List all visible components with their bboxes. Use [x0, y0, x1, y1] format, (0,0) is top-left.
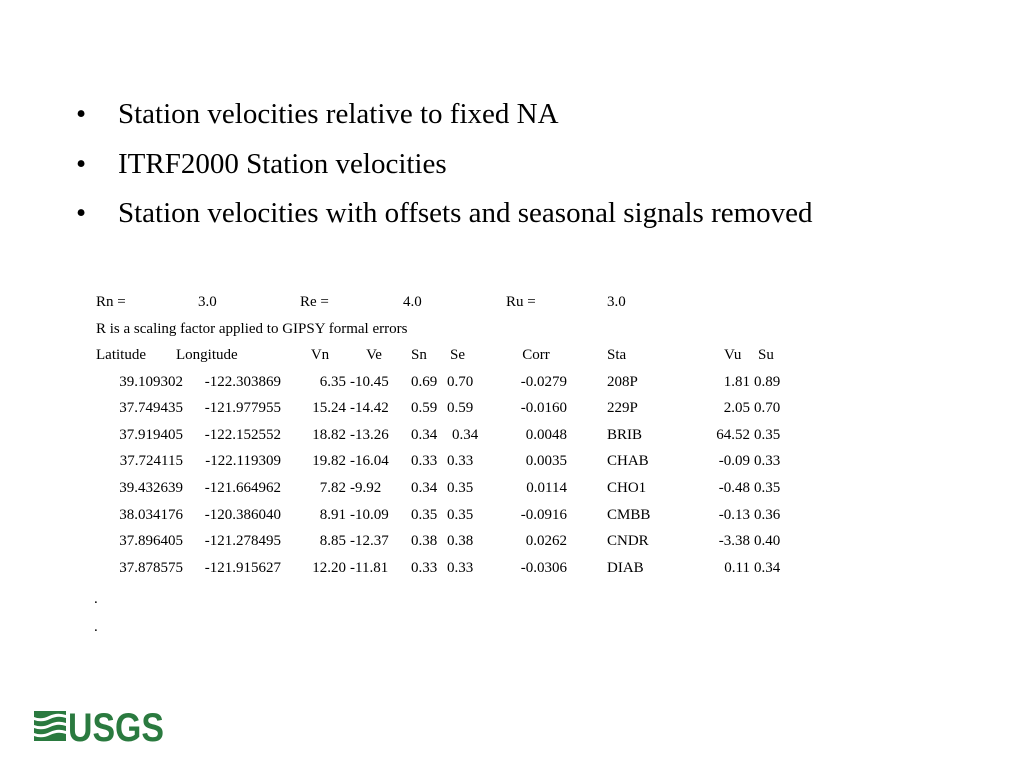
cell-station: 208P: [607, 374, 638, 390]
cell-su: 0.36: [754, 507, 781, 523]
cell-latitude: 37.724115: [119, 453, 183, 469]
cell-longitude: -121.977955: [204, 400, 281, 416]
cell-vn: 12.20: [312, 560, 346, 576]
cell-corr: -0.0306: [520, 560, 567, 576]
cell-corr: -0.0279: [520, 374, 567, 390]
cell-latitude: 39.109302: [119, 374, 183, 390]
cell-sn: 0.34: [411, 427, 438, 443]
cell-corr: 0.0114: [526, 480, 567, 496]
re-label: Re =: [300, 294, 329, 310]
cell-se: 0.35: [447, 480, 474, 496]
cell-station: CMBB: [607, 507, 651, 523]
cell-se: 0.70: [447, 374, 474, 390]
cell-vu: -0.48: [718, 480, 750, 496]
usgs-wave-mark: [34, 711, 66, 741]
header-longitude: Longitude: [176, 347, 238, 363]
cell-se: 0.33: [447, 453, 474, 469]
cell-vn: 7.82: [319, 480, 346, 496]
cell-se: 0.35: [447, 507, 474, 523]
rn-label: Rn =: [96, 294, 126, 310]
cell-su: 0.33: [754, 453, 781, 469]
cell-corr: 0.0048: [525, 427, 567, 443]
cell-ve: -11.81: [350, 560, 389, 576]
cell-vu: 1.81: [723, 374, 750, 390]
header-sta: Sta: [607, 347, 627, 363]
cell-vn: 6.35: [319, 374, 346, 390]
cell-ve: -10.45: [350, 374, 389, 390]
cell-sn: 0.33: [411, 560, 438, 576]
continuation-dot: .: [94, 619, 98, 635]
cell-station: CHAB: [607, 453, 649, 469]
scaling-note: R is a scaling factor applied to GIPSY formal errors: [96, 321, 408, 337]
cell-vu: -0.13: [718, 507, 750, 523]
cell-su: 0.89: [754, 374, 781, 390]
ru-label: Ru =: [506, 294, 536, 310]
cell-station: DIAB: [607, 560, 644, 576]
cell-longitude: -122.152552: [204, 427, 281, 443]
cell-longitude: -120.386040: [204, 507, 281, 523]
cell-su: 0.70: [754, 400, 781, 416]
cell-vu: 0.11: [724, 560, 750, 576]
cell-corr: 0.0035: [525, 453, 567, 469]
cell-vn: 8.91: [319, 507, 346, 523]
cell-corr: -0.0160: [520, 400, 567, 416]
usgs-logo: [33, 706, 165, 750]
cell-latitude: 37.896405: [119, 533, 183, 549]
cell-station: BRIB: [607, 427, 643, 443]
header-sn: Sn: [411, 347, 427, 363]
cell-su: 0.35: [754, 480, 781, 496]
cell-latitude: 37.878575: [119, 560, 183, 576]
usgs-logo-text: USGS: [68, 706, 164, 750]
cell-longitude: -122.303869: [204, 374, 281, 390]
cell-corr: -0.0916: [520, 507, 567, 523]
cell-se: 0.59: [447, 400, 474, 416]
cell-vn: 15.24: [312, 400, 346, 416]
cell-su: 0.34: [754, 560, 781, 576]
bullet-item: • Station velocities relative to fixed NA: [76, 94, 813, 144]
cell-ve: -16.04: [350, 453, 389, 469]
cell-station: CHO1: [607, 480, 647, 496]
cell-longitude: -122.119309: [205, 453, 281, 469]
cell-station: CNDR: [607, 533, 649, 549]
cell-se: 0.33: [447, 560, 474, 576]
cell-longitude: -121.278495: [204, 533, 281, 549]
cell-vu: 2.05: [723, 400, 750, 416]
header-ve: Ve: [366, 347, 382, 363]
cell-ve: -10.09: [350, 507, 389, 523]
cell-latitude: 37.919405: [119, 427, 183, 443]
header-se: Se: [450, 347, 465, 363]
header-vn: Vn: [310, 347, 330, 363]
cell-ve: -9.92: [350, 480, 382, 496]
rn-value: 3.0: [198, 294, 217, 310]
header-latitude: Latitude: [96, 347, 146, 363]
cell-corr: 0.0262: [525, 533, 567, 549]
usgs-logo-graphic: [33, 706, 165, 750]
cell-su: 0.35: [754, 427, 781, 443]
cell-vn: 18.82: [312, 427, 346, 443]
cell-longitude: -121.664962: [204, 480, 281, 496]
cell-vn: 19.82: [312, 453, 346, 469]
cell-sn: 0.69: [411, 374, 438, 390]
cell-latitude: 39.432639: [119, 480, 183, 496]
header-su: Su: [758, 347, 774, 363]
cell-sn: 0.34: [411, 480, 438, 496]
cell-station: 229P: [607, 400, 638, 416]
cell-su: 0.40: [754, 533, 781, 549]
cell-sn: 0.33: [411, 453, 438, 469]
cell-vu: -0.09: [718, 453, 750, 469]
continuation-dot: .: [94, 591, 98, 607]
cell-sn: 0.35: [411, 507, 438, 523]
ru-value: 3.0: [607, 294, 626, 310]
cell-latitude: 37.749435: [119, 400, 183, 416]
header-corr: Corr: [522, 347, 550, 363]
cell-ve: -12.37: [350, 533, 389, 549]
re-value: 4.0: [403, 294, 422, 310]
cell-vu: -3.38: [718, 533, 750, 549]
bullet-item: • ITRF2000 Station velocities: [76, 144, 813, 194]
cell-vu: 64.52: [716, 427, 750, 443]
cell-se: 0.34: [452, 427, 479, 443]
bullet-item: • Station velocities with offsets and seasonal signals removed: [76, 193, 813, 243]
header-vu: Vu: [724, 347, 742, 363]
cell-latitude: 38.034176: [119, 507, 183, 523]
cell-longitude: -121.915627: [204, 560, 281, 576]
cell-vn: 8.85: [319, 533, 346, 549]
cell-sn: 0.38: [411, 533, 438, 549]
cell-sn: 0.59: [411, 400, 438, 416]
cell-ve: -13.26: [350, 427, 389, 443]
cell-ve: -14.42: [350, 400, 389, 416]
cell-se: 0.38: [447, 533, 474, 549]
